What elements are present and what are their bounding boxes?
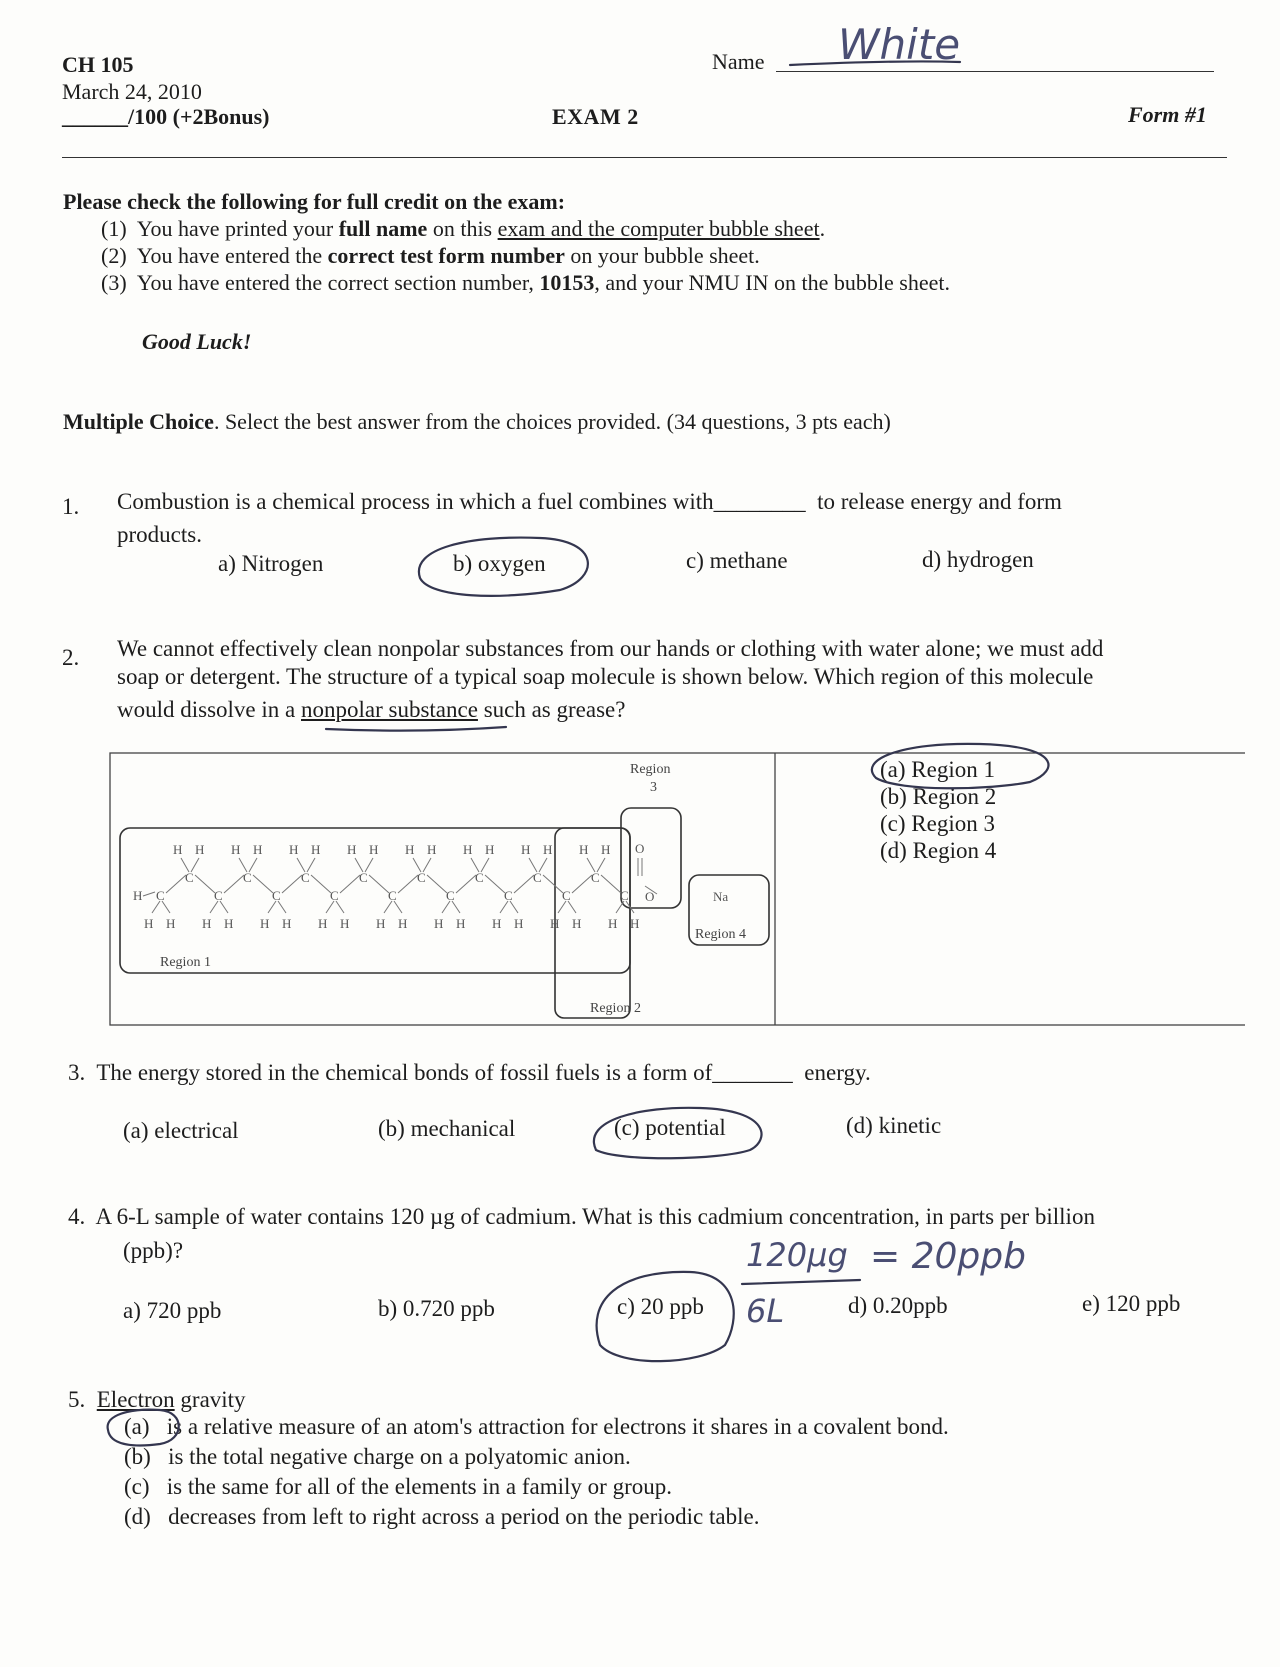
atom-c: C xyxy=(591,870,600,885)
region-2-label: Region 2 xyxy=(590,1001,641,1016)
handwritten-denominator: 6L xyxy=(746,1292,785,1330)
region-1-label: Region 1 xyxy=(160,955,211,970)
q2-stem-line2: soap or detergent. The structure of a typical soap molecule is shown below. Which region of this molecule xyxy=(117,664,1094,689)
atom-c: C xyxy=(301,870,310,885)
exam-title: EXAM 2 xyxy=(552,104,639,129)
course-code: CH 105 xyxy=(62,52,134,77)
atom-h: H xyxy=(456,916,466,931)
region-3-label-line1: Region xyxy=(630,762,671,777)
q2-choice-b[interactable]: (b) Region 2 xyxy=(880,784,997,809)
section-title: Multiple Choice xyxy=(63,409,214,434)
q2-choice-c[interactable]: (c) Region 3 xyxy=(880,811,995,836)
atom-h: H xyxy=(376,916,386,931)
atom-c: C xyxy=(243,870,252,885)
q3-choice-c[interactable]: (c) potential xyxy=(614,1115,726,1140)
q4-choice-c[interactable]: c) 20 ppb xyxy=(617,1294,704,1319)
q4-choice-b[interactable]: b) 0.720 ppb xyxy=(378,1296,495,1321)
atom-c: C xyxy=(562,888,571,903)
atom-h: H xyxy=(427,842,437,857)
atom-c: C xyxy=(417,870,426,885)
atom-h: H xyxy=(318,916,328,931)
score-label: /100 (+2Bonus) xyxy=(128,104,270,129)
q3-stem: 3. The energy stored in the chemical bonds of fossil fuels is a form of_______ energy. xyxy=(68,1060,871,1085)
atom-h: H xyxy=(231,842,241,857)
section-instructions: Multiple Choice. Select the best answer from the choices provided. (34 questions, 3 pts each) xyxy=(63,409,891,434)
q1-answer-circle xyxy=(419,538,588,596)
atom-h: H xyxy=(521,842,531,857)
q2-number: 2. xyxy=(62,645,80,670)
atom-h: H xyxy=(405,842,415,857)
q4-stem-line2: (ppb)? xyxy=(123,1238,184,1263)
q1-choice-a[interactable]: a) Nitrogen xyxy=(218,551,324,576)
q3-answer-circle xyxy=(594,1108,762,1158)
q2-choice-a[interactable]: (a) Region 1 xyxy=(880,757,995,782)
instructions-heading: Please check the following for full credit on the exam: xyxy=(63,189,566,214)
q2-underline-ink xyxy=(326,727,506,731)
atom-h: H xyxy=(434,916,444,931)
atom-c: C xyxy=(359,870,368,885)
atom-h: H xyxy=(572,916,582,931)
atom-c: C xyxy=(533,870,542,885)
q1-stem-line2: products. xyxy=(117,522,202,547)
atom-o-minus: O xyxy=(645,889,655,904)
atom-h: H xyxy=(463,842,473,857)
q4-choice-a[interactable]: a) 720 ppb xyxy=(123,1298,222,1323)
q5-option-a[interactable]: (a) is a relative measure of an atom's attraction for electrons it shares in a covalent bond. xyxy=(124,1414,949,1439)
atom-c: C xyxy=(388,888,397,903)
atom-h: H xyxy=(311,842,321,857)
atom-h: H xyxy=(173,842,183,857)
q3-choice-a[interactable]: (a) electrical xyxy=(123,1118,239,1143)
q1-choice-d[interactable]: d) hydrogen xyxy=(922,547,1034,572)
atom-h: H xyxy=(369,842,379,857)
q5-stem: 5. Electron gravity xyxy=(68,1387,246,1412)
atom-h: H xyxy=(492,916,502,931)
q4-fraction-bar xyxy=(742,1280,860,1284)
name-underline-ink xyxy=(790,61,960,65)
handwritten-result: = 20ppb xyxy=(870,1236,1026,1277)
q1-stem-line1: Combustion is a chemical process in which a fuel combines with________ to release energy and form xyxy=(117,489,1062,514)
atom-c: C xyxy=(330,888,339,903)
atom-o-double: O xyxy=(635,841,645,856)
q4-choice-e[interactable]: e) 120 ppb xyxy=(1082,1291,1181,1316)
region-4-label: Region 4 xyxy=(695,927,746,942)
atom-h: H xyxy=(347,842,357,857)
q5-option-c[interactable]: (c) is the same for all of the elements in a family or group. xyxy=(124,1474,672,1499)
atom-h: H xyxy=(601,842,611,857)
q5-answer-circle xyxy=(108,1410,179,1446)
name-label: Name xyxy=(712,49,765,74)
atom-c: C xyxy=(504,888,513,903)
atom-h: H xyxy=(630,916,640,931)
atom-na: Na xyxy=(713,889,729,904)
exam-date: March 24, 2010 xyxy=(62,79,202,104)
q1-choice-c[interactable]: c) methane xyxy=(686,548,788,573)
q3-choice-d[interactable]: (d) kinetic xyxy=(846,1113,942,1138)
atom-h: H xyxy=(282,916,292,931)
atom-c: C xyxy=(214,888,223,903)
atom-c: C xyxy=(620,888,629,903)
region-3-label-line2: 3 xyxy=(650,780,657,795)
atom-h: H xyxy=(253,842,263,857)
atom-c: C xyxy=(156,888,165,903)
score-blank: ______ xyxy=(62,104,128,129)
atom-c: C xyxy=(272,888,281,903)
instruction-item-2: (2) You have entered the correct test form number on your bubble sheet. xyxy=(101,243,760,268)
atom-h: H xyxy=(224,916,234,931)
q4-choice-d[interactable]: d) 0.20ppb xyxy=(848,1293,948,1318)
atom-h: H xyxy=(340,916,350,931)
atom-h: H xyxy=(260,916,270,931)
atom-h: H xyxy=(550,916,560,931)
atom-c: C xyxy=(185,870,194,885)
q2-answer-circle xyxy=(872,744,1049,788)
q1-number: 1. xyxy=(62,494,80,519)
q2-choice-d[interactable]: (d) Region 4 xyxy=(880,838,997,863)
q2-stem-line3: would dissolve in a nonpolar substance such as grease? xyxy=(117,697,626,722)
q4-stem-line1: 4. A 6-L sample of water contains 120 µg of cadmium. What is this cadmium concentration, in parts per billion xyxy=(68,1204,1095,1229)
student-name-handwritten: White xyxy=(838,20,961,69)
atom-h: H xyxy=(485,842,495,857)
atom-h: H xyxy=(195,842,205,857)
q3-choice-b[interactable]: (b) mechanical xyxy=(378,1116,516,1141)
atom-h: H xyxy=(289,842,299,857)
handwritten-numerator: 120µg xyxy=(746,1236,848,1274)
instruction-item-1: (1) You have printed your full name on this exam and the computer bubble sheet. xyxy=(101,216,826,241)
form-number: Form #1 xyxy=(1128,102,1207,127)
atom-c: C xyxy=(446,888,455,903)
atom-h: H xyxy=(144,916,154,931)
atom-h: H xyxy=(398,916,408,931)
atom-h: H xyxy=(608,916,618,931)
atom-c: C xyxy=(475,870,484,885)
q4-answer-circle xyxy=(597,1272,734,1361)
atom-h: H xyxy=(543,842,553,857)
q2-stem-line1: We cannot effectively clean nonpolar substances from our hands or clothing with water alone; we must add xyxy=(117,636,1104,661)
q5-option-b[interactable]: (b) is the total negative charge on a polyatomic anion. xyxy=(124,1444,631,1469)
good-luck: Good Luck! xyxy=(142,329,252,354)
atom-h: H xyxy=(514,916,524,931)
q5-option-d[interactable]: (d) decreases from left to right across a period on the periodic table. xyxy=(124,1504,760,1529)
atom-h: H xyxy=(133,888,143,903)
atom-h: H xyxy=(579,842,589,857)
atom-h: H xyxy=(166,916,176,931)
instruction-item-3: (3) You have entered the correct section number, 10153, and your NMU IN on the bubble sheet. xyxy=(101,270,950,295)
atom-h: H xyxy=(202,916,212,931)
q1-choice-b[interactable]: b) oxygen xyxy=(453,551,546,576)
